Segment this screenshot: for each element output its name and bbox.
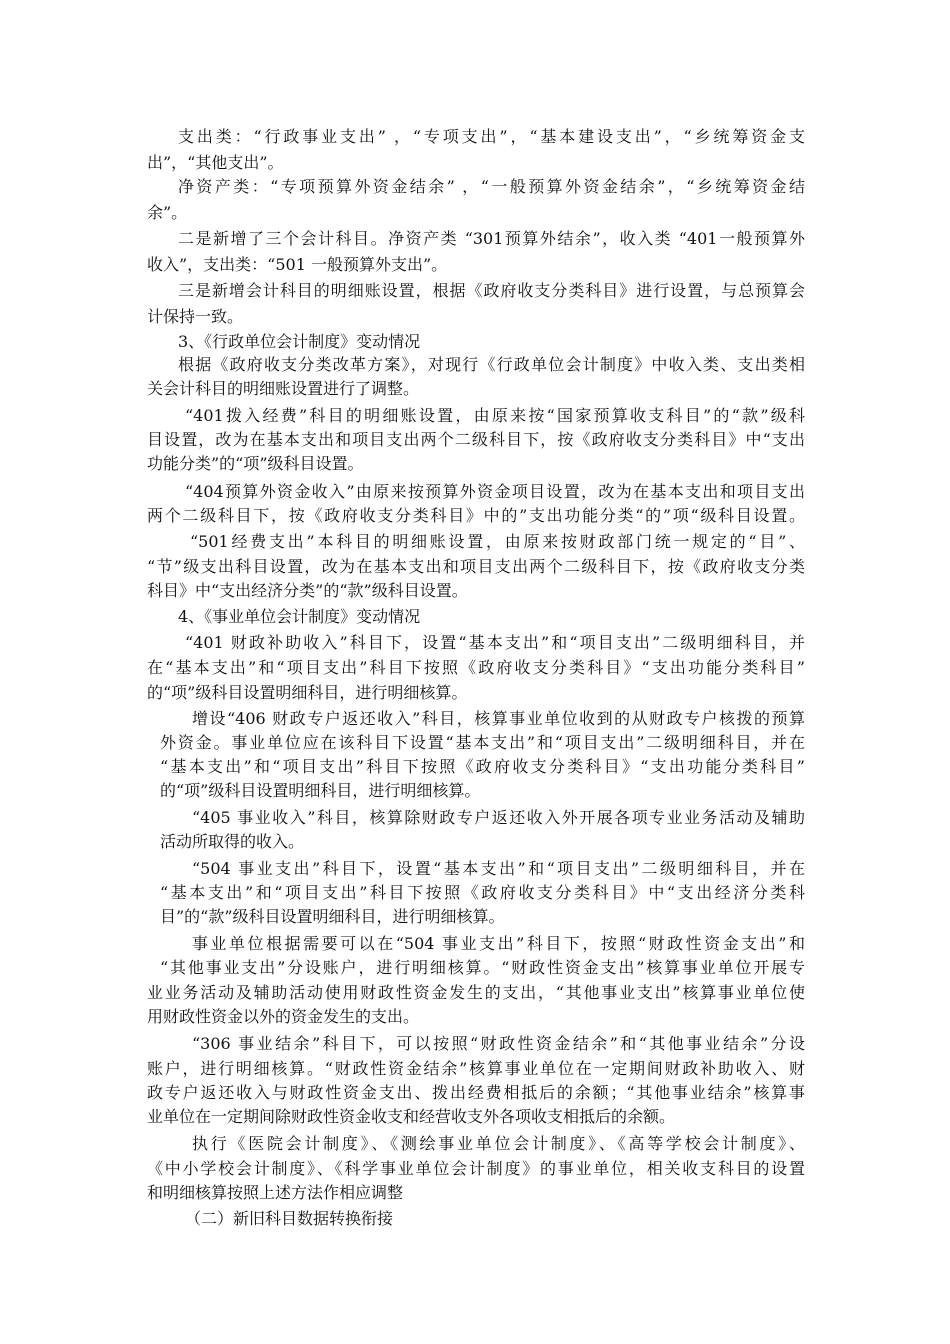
text-line: 根据《政府收支分类改革方案》，对现行《行政单位会计制度》中收入类、支出类相 <box>178 355 805 374</box>
text-line: 业单位在一定期间除财政性资金收支和经营收支外各项收支相抵后的余额。 <box>147 1107 676 1126</box>
text-line: 政专户返还收入与财政性资金支出、拨出经费相抵后的余额；“其他事业结余”核算事 <box>147 1083 805 1102</box>
text-line: 的“项”级科目设置明细科目，进行明细核算。 <box>147 683 468 702</box>
text-line: 科目》中“支出经济分类”的“款”级科目设置。 <box>147 581 468 600</box>
text-line: 《中小学校会计制度》、《科学事业单位会计制度》的事业单位，相关收支科目的设置 <box>147 1159 805 1178</box>
text-line: 3、《行政单位会计制度》变动情况 <box>178 332 421 351</box>
text-line: 业业务活动及辅助活动使用财政性资金发生的支出，“其他事业支出”核算事业单位使 <box>147 983 805 1002</box>
text-line: 余”。 <box>147 203 188 222</box>
text-line: 在“基本支出”和“项目支出”科目下按照《政府收支分类科目》“支出功能分类科目” <box>147 658 805 677</box>
text-line: 账户，进行明细核算。“财政性资金结余”核算事业单位在一定期间财政补助收入、财 <box>147 1059 805 1078</box>
text-line: 二是新增了三个会计科目。净资产类 “301预算外结余”，收入类 “401一般预算外 <box>178 229 805 248</box>
text-line: “501经费支出”本科目的明细账设置，由原来按财政部门统一规定的“目”、 <box>190 532 805 551</box>
text-line: “306 事业结余”科目下，可以按照“财政性资金结余”和“其他事业结余”分设 <box>192 1034 805 1053</box>
text-line: 目”的“款”级科目设置明细科目，进行明细核算。 <box>160 907 505 926</box>
text-line: “405 事业收入”科目，核算除财政专户返还收入外开展各项专业业务活动及辅助 <box>192 808 805 827</box>
text-line: 和明细核算按照上述方法作相应调整 <box>147 1183 404 1202</box>
text-line: 的“项”级科目设置明细科目，进行明细核算。 <box>160 781 481 800</box>
text-line: 活动所取得的收入。 <box>160 832 305 851</box>
text-line: 净资产类：“专项预算外资金结余” ，“一般预算外资金结余”，“乡统筹资金结 <box>178 177 805 196</box>
text-line: 增设“406 财政专户返还收入”科目，核算事业单位收到的从财政专户核拨的预算 <box>192 709 805 728</box>
text-line: 事业单位根据需要可以在“504 事业支出”科目下，按照“财政性资金支出”和 <box>192 934 805 953</box>
text-line: “404预算外资金收入”由原来按预算外资金项目设置，改为在基本支出和项目支出 <box>185 482 805 501</box>
text-line: 计保持一致。 <box>147 307 244 326</box>
text-line: 用财政性资金以外的资金发生的支出。 <box>147 1007 420 1026</box>
text-line: “其他事业支出”分设账户，进行明细核算。“财政性资金支出”核算事业单位开展专 <box>160 958 805 977</box>
text-line: 外资金。事业单位应在该科目下设置“基本支出”和“项目支出”二级明细科目，并在 <box>160 733 805 752</box>
text-line: 执行《医院会计制度》、《测绘事业单位会计制度》、《高等学校会计制度》、 <box>192 1134 805 1153</box>
text-line: 两个二级科目下，按《政府收支分类科目》中的”支出功能分类“的”项“级科目设置。 <box>147 506 805 525</box>
text-line: “基本支出”和“项目支出”科目下按照《政府收支分类科目》“支出功能分类科目” <box>160 757 805 776</box>
text-line: 出”，“其他支出”。 <box>147 153 284 172</box>
text-line: 功能分类”的“项”级科目设置。 <box>147 454 364 473</box>
text-line: 关会计科目的明细账设置进行了调整。 <box>147 379 420 398</box>
text-line: “基本支出”和“项目支出”科目下按照《政府收支分类科目》中“支出经济分类科 <box>160 883 805 902</box>
text-line: 三是新增会计科目的明细账设置，根据《政府收支分类科目》进行设置，与总预算会 <box>178 281 805 300</box>
text-line: “401拨入经费”科目的明细账设置，由原来按“国家预算收支科目”的“款”级科 <box>185 406 805 425</box>
text-line: 目设置，改为在基本支出和项目支出两个二级科目下，按《政府收支分类科目》中“支出 <box>147 430 805 449</box>
text-line: “401 财政补助收入”科目下，设置“基本支出”和“项目支出”二级明细科目，并 <box>185 633 805 652</box>
text-line: 收入”，支出类：“501 一般预算外支出”。 <box>147 255 448 274</box>
text-line: “节”级支出科目设置，改为在基本支出和项目支出两个二级科目下，按《政府收支分类 <box>147 557 805 576</box>
text-line: 4、《事业单位会计制度》变动情况 <box>178 607 421 626</box>
text-line: （二）新旧科目数据转换衔接 <box>185 1209 394 1228</box>
text-line: “504 事业支出”科目下，设置“基本支出”和“项目支出”二级明细科目，并在 <box>192 859 805 878</box>
text-line: 支出类：“行政事业支出” ，“专项支出”，“基本建设支出”，“乡统筹资金支 <box>178 127 805 146</box>
